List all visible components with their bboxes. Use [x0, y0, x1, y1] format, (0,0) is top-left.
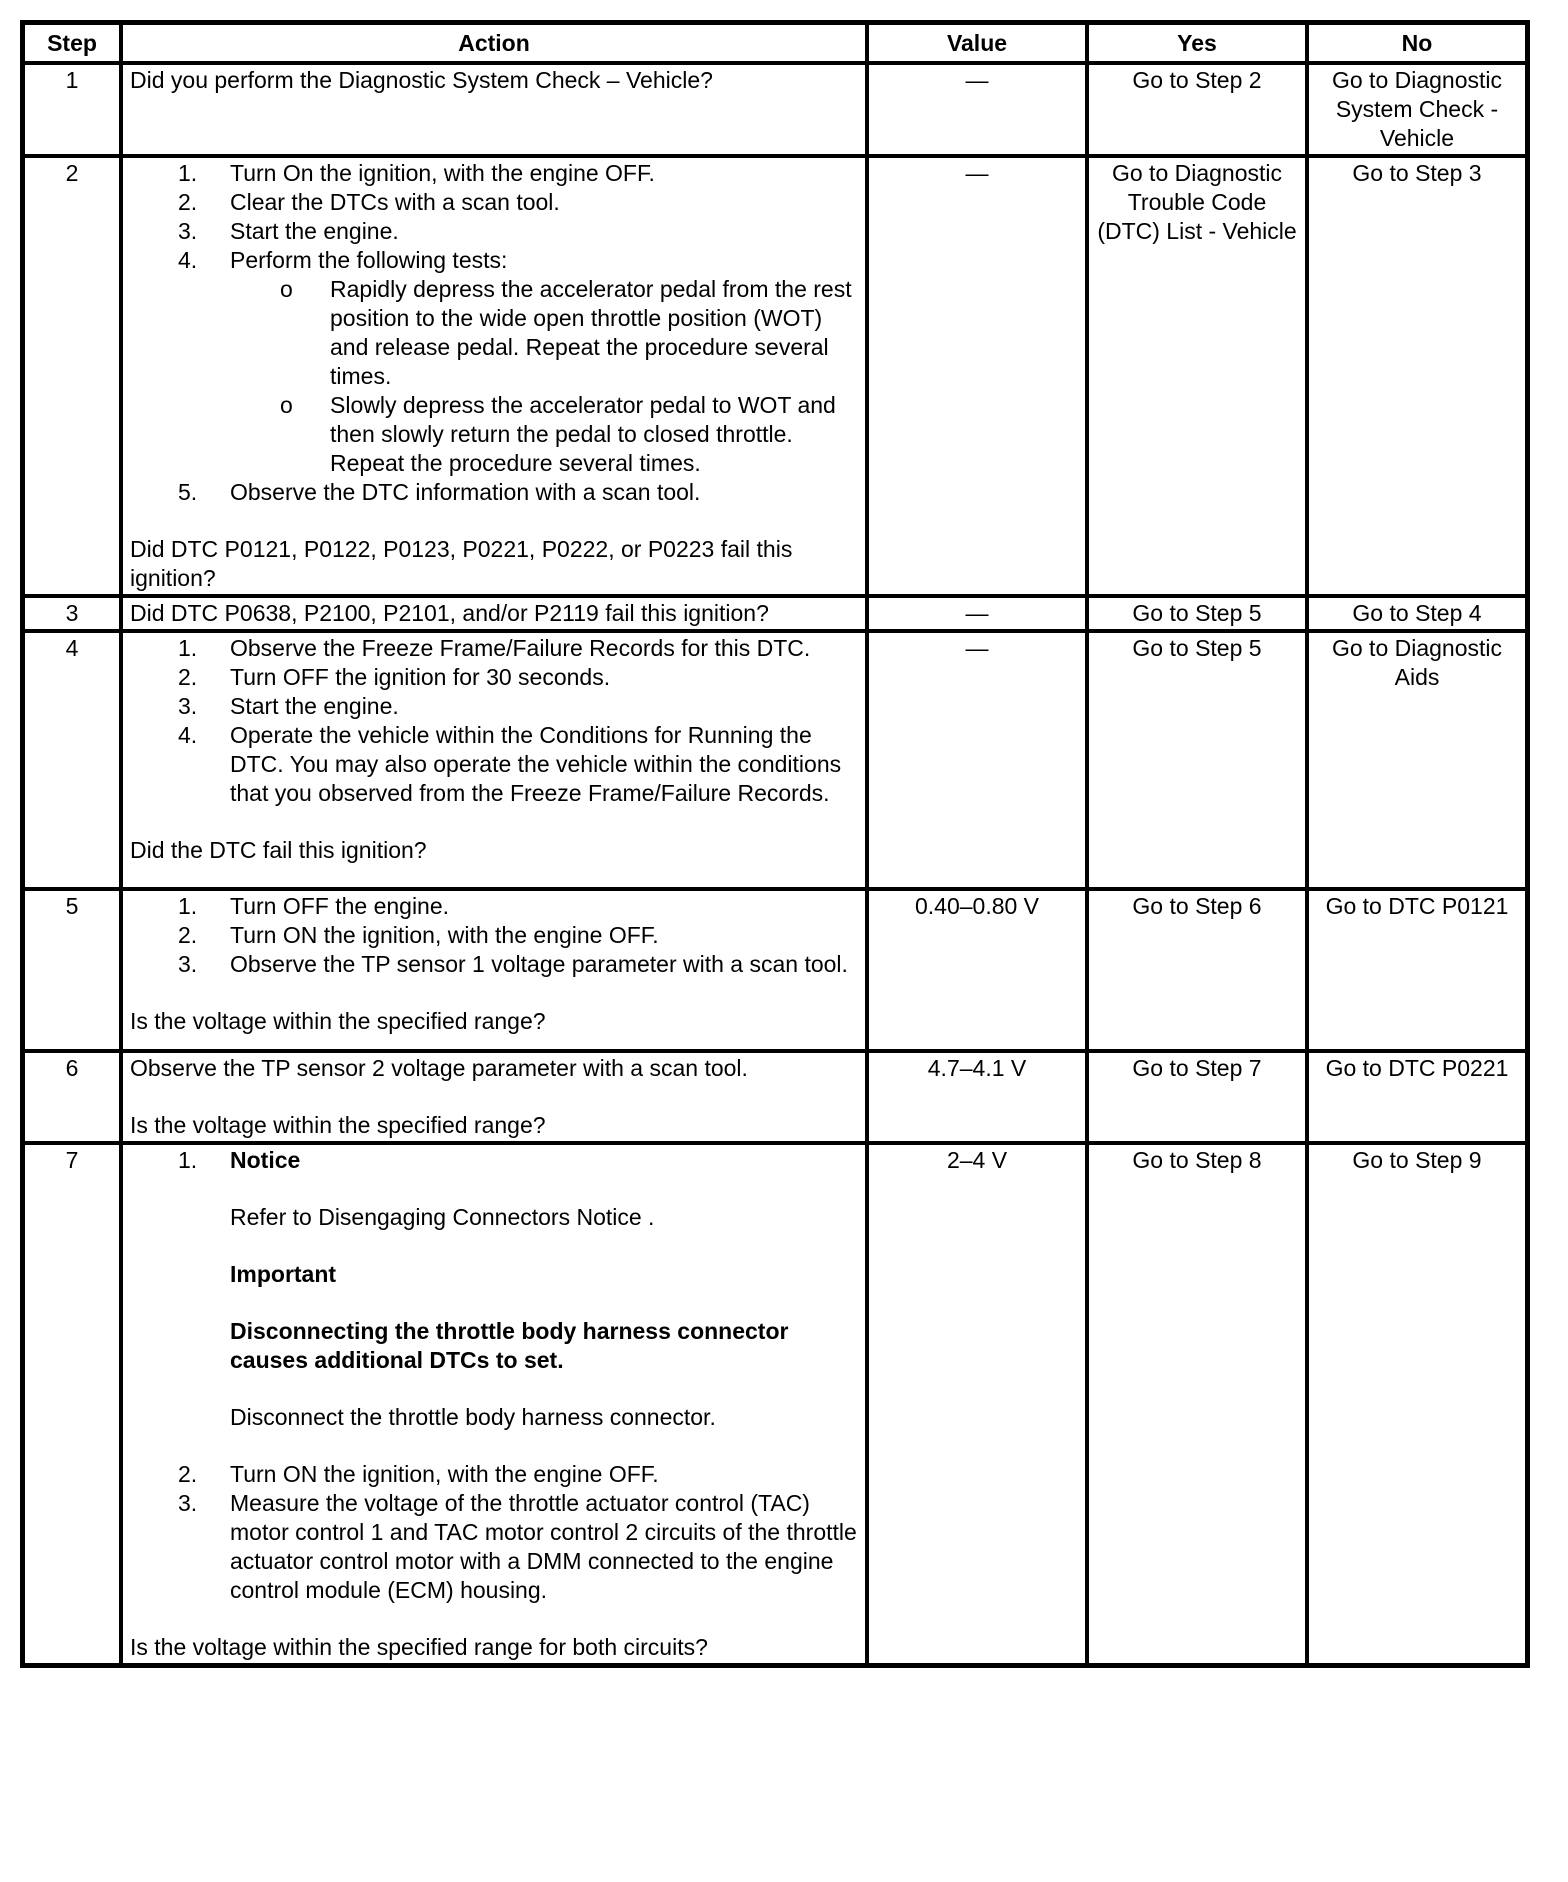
sub-list-text: Slowly depress the accelerator pedal to WOT and then slowly return the pedal to closed throttle. Repeat the procedure several times.: [330, 392, 836, 476]
action-question: Did DTC P0638, P2100, P2101, and/or P2119 fail this ignition?: [130, 600, 769, 626]
bullet-icon: o: [280, 276, 293, 302]
step-list: [130, 1146, 858, 1605]
yes-cell: Go to Diagnostic Trouble Code (DTC) List - Vehicle: [1087, 156, 1307, 596]
list-item: [130, 478, 858, 507]
no-cell: Go to Step 4: [1307, 596, 1527, 631]
no-cell: Go to DTC P0221: [1307, 1051, 1527, 1143]
sub-list-item: [230, 275, 858, 391]
list-item: [130, 692, 858, 721]
no-cell: Go to DTC P0121: [1307, 889, 1527, 1051]
action-question: Is the voltage within the specified range?: [130, 1008, 546, 1034]
list-text: Turn OFF the engine.: [230, 893, 450, 919]
list-item: [130, 721, 858, 808]
list-text: Perform the following tests:: [230, 247, 508, 273]
action-cell: [121, 63, 867, 156]
action-cell: [121, 1051, 867, 1143]
list-number: 5.: [178, 479, 198, 505]
list-text: Turn ON the ignition, with the engine OFF.: [230, 1461, 659, 1487]
no-cell: Go to Diagnostic System Check - Vehicle: [1307, 63, 1527, 156]
list-number: 4.: [178, 722, 198, 748]
list-number: 3.: [178, 1490, 198, 1516]
table-row: [23, 596, 1527, 631]
action-question: Did you perform the Diagnostic System Check – Vehicle?: [130, 67, 713, 93]
action-question: Did the DTC fail this ignition?: [130, 837, 427, 863]
list-number: 1.: [178, 635, 198, 661]
list-item: [130, 246, 858, 478]
list-item: [130, 1489, 858, 1605]
spacer: [230, 1432, 858, 1460]
list-item: [130, 892, 858, 921]
action-cell: [121, 596, 867, 631]
step-list: [130, 159, 858, 507]
step-number: 2: [23, 156, 121, 596]
list-number: 2.: [178, 922, 198, 948]
table-row: [23, 1051, 1527, 1143]
important-title: Important: [230, 1261, 337, 1287]
action-cell: [121, 1143, 867, 1665]
list-item: [130, 159, 858, 188]
value-cell: —: [867, 631, 1087, 889]
list-item: [130, 634, 858, 663]
important-text: Disconnecting the throttle body harness connector causes additional DTCs to set.: [230, 1318, 789, 1373]
list-number: 4.: [178, 247, 198, 273]
step-list: [130, 634, 858, 808]
header-no: No: [1307, 23, 1527, 63]
action-question: Is the voltage within the specified range?: [130, 1112, 546, 1138]
list-number: 3.: [178, 218, 198, 244]
step-number: 4: [23, 631, 121, 889]
list-item: [130, 188, 858, 217]
notice-text: Refer to Disengaging Connectors Notice .: [230, 1204, 655, 1230]
sub-list-text: Rapidly depress the accelerator pedal from the rest position to the wide open throttle position (WOT) and release pedal. Repeat the procedure several times.: [330, 276, 852, 389]
list-number: 3.: [178, 693, 198, 719]
table-row: [23, 156, 1527, 596]
action-statement: Observe the TP sensor 2 voltage parameter with a scan tool.: [130, 1055, 748, 1081]
list-number: 2.: [178, 189, 198, 215]
value-cell: 4.7–4.1 V: [867, 1051, 1087, 1143]
list-text: Observe the Freeze Frame/Failure Records for this DTC.: [230, 635, 811, 661]
action-question: Is the voltage within the specified range for both circuits?: [130, 1634, 708, 1660]
yes-cell: Go to Step 5: [1087, 631, 1307, 889]
no-cell: Go to Diagnostic Aids: [1307, 631, 1527, 889]
action-cell: [121, 889, 867, 1051]
list-number: 3.: [178, 951, 198, 977]
list-number: 2.: [178, 1461, 198, 1487]
list-text: Start the engine.: [230, 693, 399, 719]
diagnostic-table: [20, 20, 1530, 1668]
list-text: Measure the voltage of the throttle actuator control (TAC) motor control 1 and TAC motor control 2 circuits of the throttle actuator control motor with a DMM connected to the engine control module (ECM) housing.: [230, 1490, 857, 1603]
no-cell: Go to Step 3: [1307, 156, 1527, 596]
list-text: Disconnect the throttle body harness connector.: [230, 1404, 716, 1430]
list-text: Observe the DTC information with a scan tool.: [230, 479, 701, 505]
yes-cell: Go to Step 7: [1087, 1051, 1307, 1143]
table-row: [23, 631, 1527, 889]
list-text: Clear the DTCs with a scan tool.: [230, 189, 560, 215]
step-list: [130, 892, 858, 979]
list-number: 1.: [178, 1147, 198, 1173]
step-number: 3: [23, 596, 121, 631]
bullet-icon: o: [280, 392, 293, 418]
list-item: [130, 921, 858, 950]
value-cell: 0.40–0.80 V: [867, 889, 1087, 1051]
step-number: 5: [23, 889, 121, 1051]
table-row: [23, 889, 1527, 1051]
header-value: Value: [867, 23, 1087, 63]
list-item: [130, 950, 858, 979]
sub-list: [230, 275, 858, 478]
list-text: Turn OFF the ignition for 30 seconds.: [230, 664, 611, 690]
list-text: Operate the vehicle within the Conditions for Running the DTC. You may also operate the vehicle within the conditions that you observed from the Freeze Frame/Failure Records.: [230, 722, 842, 806]
value-cell: 2–4 V: [867, 1143, 1087, 1665]
list-text: Start the engine.: [230, 218, 399, 244]
action-cell: [121, 156, 867, 596]
notice-title: Notice: [230, 1147, 301, 1173]
header-action: Action: [121, 23, 867, 63]
action-cell: [121, 631, 867, 889]
list-text: Turn On the ignition, with the engine OFF.: [230, 160, 655, 186]
list-item: [130, 1146, 858, 1460]
list-text: Observe the TP sensor 1 voltage parameter with a scan tool.: [230, 951, 848, 977]
value-cell: —: [867, 63, 1087, 156]
step-number: 7: [23, 1143, 121, 1665]
header-step: Step: [23, 23, 121, 63]
list-number: 1.: [178, 893, 198, 919]
list-item: [130, 1460, 858, 1489]
value-cell: —: [867, 156, 1087, 596]
yes-cell: Go to Step 6: [1087, 889, 1307, 1051]
yes-cell: Go to Step 2: [1087, 63, 1307, 156]
step-number: 1: [23, 63, 121, 156]
header-row: [23, 23, 1527, 63]
table-row: [23, 63, 1527, 156]
list-item: [130, 217, 858, 246]
value-cell: —: [867, 596, 1087, 631]
table-row: [23, 1143, 1527, 1665]
action-question: Did DTC P0121, P0122, P0123, P0221, P0222, or P0223 fail this ignition?: [130, 536, 793, 591]
list-text: Turn ON the ignition, with the engine OFF.: [230, 922, 659, 948]
step-number: 6: [23, 1051, 121, 1143]
list-number: 1.: [178, 160, 198, 186]
sub-list-item: [230, 391, 858, 478]
list-number: 2.: [178, 664, 198, 690]
no-cell: Go to Step 9: [1307, 1143, 1527, 1665]
header-yes: Yes: [1087, 23, 1307, 63]
list-item: [130, 663, 858, 692]
yes-cell: Go to Step 8: [1087, 1143, 1307, 1665]
yes-cell: Go to Step 5: [1087, 596, 1307, 631]
